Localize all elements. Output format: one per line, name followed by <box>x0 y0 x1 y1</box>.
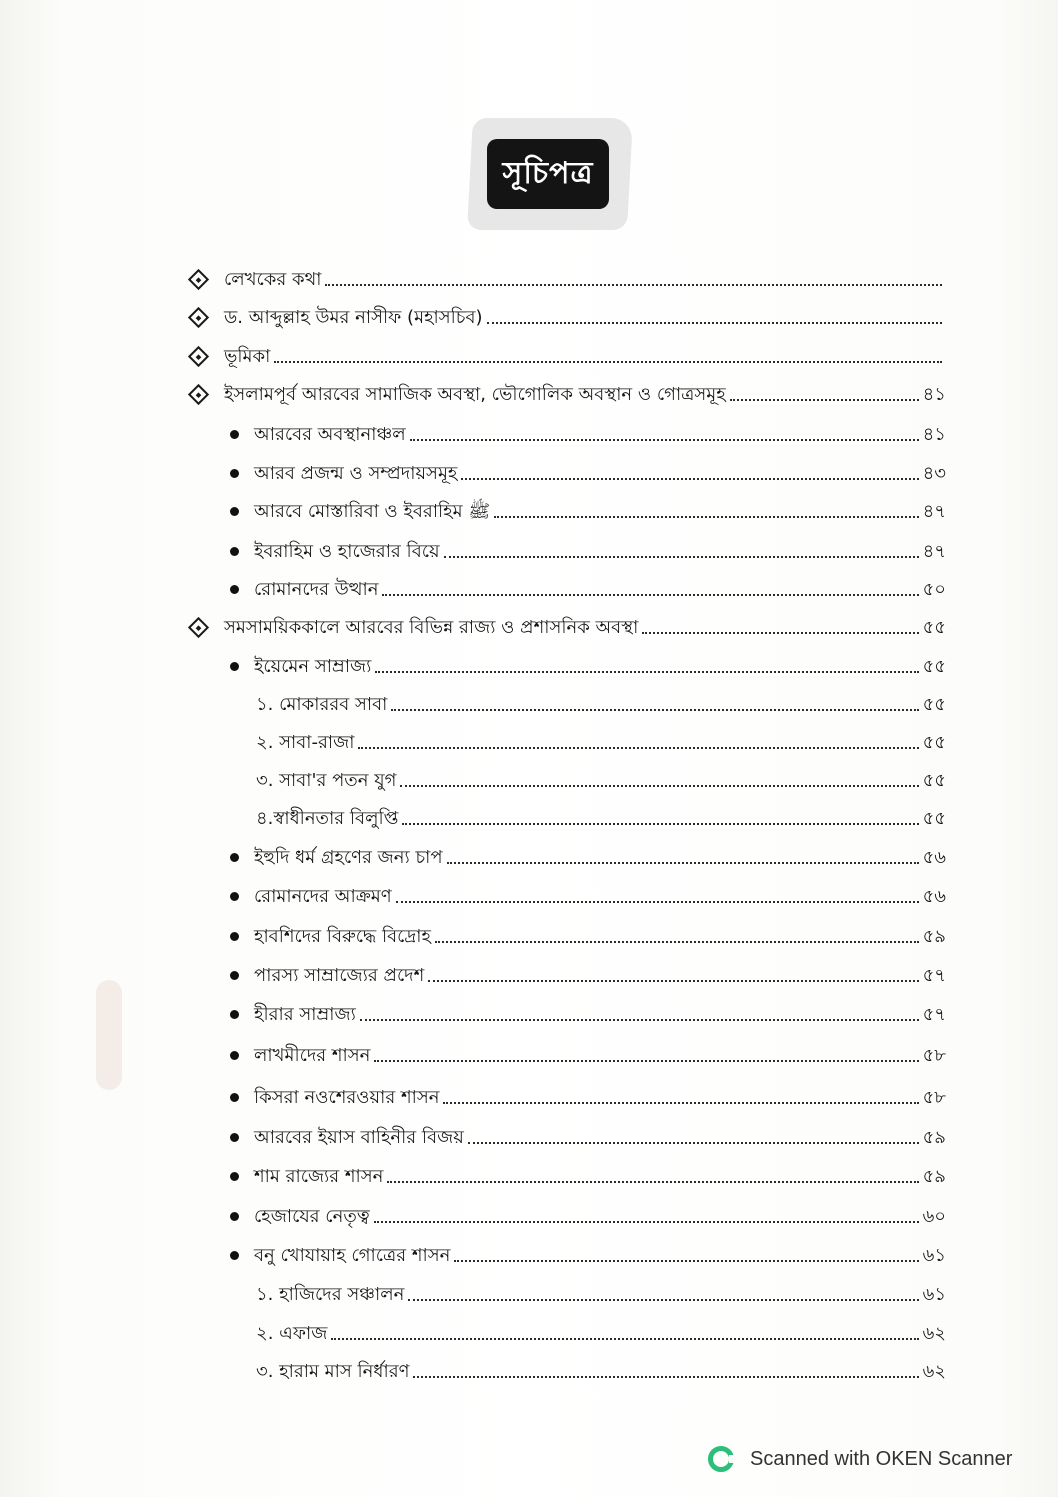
toc-entry-page: ৫৬ <box>922 886 946 907</box>
toc-entry-page: ৫৯ <box>922 926 946 947</box>
bullet-dot-icon <box>230 971 239 980</box>
scanner-text: Scanned with OKEN Scanner <box>750 1447 1013 1470</box>
toc-entry <box>254 882 946 908</box>
bullet-dot-icon <box>230 1051 239 1060</box>
bullet-dot-icon <box>230 469 239 478</box>
bullet-dot-icon <box>230 1251 239 1260</box>
toc-entry-page: ৫৫ <box>922 808 946 829</box>
toc-entry <box>224 613 946 639</box>
toc-entry <box>254 420 946 446</box>
toc-entry <box>224 265 946 291</box>
bullet-dot-icon <box>230 507 239 516</box>
dot-leader <box>642 631 918 634</box>
toc-entry-title: হীরার সাম্রাজ্য <box>254 1004 356 1025</box>
bullet-dot-icon <box>230 547 239 556</box>
toc-entry <box>254 652 946 678</box>
toc-entry-page: ৪১ <box>922 424 946 445</box>
diamond-bullet-icon <box>187 268 208 289</box>
toc-entry-title: রোমানদের আক্রমণ <box>254 886 392 907</box>
bullet-dot-icon <box>230 932 239 941</box>
toc-entry <box>254 537 946 563</box>
toc-entry <box>224 380 946 406</box>
toc-entry <box>254 459 946 485</box>
toc-entry-page: ৫৫ <box>922 732 946 753</box>
dot-leader <box>358 746 918 749</box>
diamond-bullet-icon <box>187 383 208 404</box>
bullet-dot-icon <box>230 585 239 594</box>
toc-entry <box>254 1241 946 1267</box>
toc-entry <box>256 690 946 716</box>
toc-entry <box>254 1123 946 1149</box>
toc-entry-page: ৫৮ <box>922 1045 946 1066</box>
dot-leader <box>374 1059 918 1062</box>
bullet-dot-icon <box>230 662 239 671</box>
toc-entry-page: ৪৭ <box>922 501 946 522</box>
toc-entry <box>254 1041 946 1067</box>
dot-leader <box>461 477 918 480</box>
dot-leader <box>468 1141 919 1144</box>
dot-leader <box>387 1180 918 1183</box>
bullet-dot-icon <box>230 1133 239 1142</box>
toc-entry-title: হাবশিদের বিরুদ্ধে বিদ্রোহ <box>254 926 431 947</box>
toc-entry-title: ২. সাবা-রাজা <box>256 732 355 753</box>
toc-entry <box>254 1162 946 1188</box>
bullet-dot-icon <box>230 1093 239 1102</box>
dot-leader <box>435 940 919 943</box>
toc-entry-page: ৬২ <box>922 1323 946 1344</box>
dot-leader <box>494 515 919 518</box>
bullet-dot-icon <box>230 1010 239 1019</box>
toc-entry-title: ৩. হারাম মাস নির্ধারণ <box>256 1361 410 1382</box>
toc-entry-title: শাম রাজ্যের শাসন <box>254 1166 384 1187</box>
diamond-bullet-icon <box>187 345 208 366</box>
page-title: সূচিপত্র <box>502 155 594 191</box>
toc-entry <box>254 1083 946 1109</box>
toc-entry-page: ৫৬ <box>922 847 946 868</box>
toc-entry <box>256 1319 946 1345</box>
toc-entry-page: ৬১ <box>922 1284 946 1305</box>
dot-leader <box>408 1298 918 1301</box>
toc-entry-title: ইয়েমেন সাম্রাজ্য <box>254 656 372 677</box>
toc-entry <box>256 804 946 830</box>
toc-entry <box>256 766 946 792</box>
toc-entry-page: ৫৭ <box>922 1004 946 1025</box>
dot-leader <box>325 283 942 286</box>
toc-entry-page: ৫৯ <box>922 1127 946 1148</box>
diamond-bullet-icon <box>187 306 208 327</box>
dot-leader <box>402 822 918 825</box>
toc-entry-page: ৫৫ <box>922 770 946 791</box>
toc-entry-title: পারস্য সাম্রাজ্যের প্রদেশ <box>254 965 425 986</box>
toc-entry-title: ২. এফাজ <box>256 1323 328 1344</box>
bullet-dot-icon <box>230 430 239 439</box>
dot-leader <box>454 1259 918 1262</box>
toc-entry <box>254 922 946 948</box>
dot-leader <box>331 1337 918 1340</box>
scanner-watermark <box>708 1446 1012 1472</box>
diamond-bullet-icon <box>187 616 208 637</box>
dot-leader <box>396 900 919 903</box>
dot-leader <box>274 360 942 363</box>
dot-leader <box>487 321 942 324</box>
dot-leader <box>730 398 919 401</box>
toc-entry <box>224 303 946 329</box>
toc-entry-page: ৬১ <box>922 1245 946 1266</box>
dot-leader <box>410 438 919 441</box>
toc-entry-title: ড. আব্দুল্লাহ উমর নাসীফ (মহাসচিব) <box>224 307 483 328</box>
bullet-dot-icon <box>230 892 239 901</box>
toc-entry-title: আরবের অবস্থানাঞ্চল <box>254 424 406 445</box>
toc-entry-title: হেজাযের নেতৃত্ব <box>254 1206 370 1227</box>
toc-entry-title: আরবে মোস্তারিবা ও ইবরাহিম ﷺ <box>254 501 491 522</box>
toc-entry-page: ৪৩ <box>922 463 946 484</box>
toc-entry-page: ৫৮ <box>922 1087 946 1108</box>
toc-entry-title: ১. মোকাররব সাবা <box>256 694 388 715</box>
toc-entry-page: ৪৭ <box>922 541 946 562</box>
toc-entry <box>256 1280 946 1306</box>
toc-entry-title: ভূমিকা <box>224 346 271 367</box>
toc-entry-title: ইবরাহিম ও হাজেরার বিয়ে <box>254 541 440 562</box>
toc-entry-title: সমসাময়িককালে আরবের বিভিন্ন রাজ্য ও প্রশাসনিক অবস্থা <box>224 617 639 638</box>
toc-entry-title: ৩. সাবা'র পতন যুগ <box>256 770 397 791</box>
toc-entry-title: ইসলামপূর্ব আরবের সামাজিক অবস্থা, ভৌগোলিক অবস্থান ও গোত্রসমূহ <box>224 384 726 405</box>
toc-entry-page: ৫৯ <box>922 1166 946 1187</box>
toc-entry <box>254 1202 946 1228</box>
dot-leader <box>391 708 918 711</box>
dot-leader <box>400 784 918 787</box>
toc-entry <box>254 575 946 601</box>
toc-entry-title: আরবের ইয়াস বাহিনীর বিজয় <box>254 1127 464 1148</box>
toc-entry-page: ৬০ <box>922 1206 946 1227</box>
dot-leader <box>375 670 918 673</box>
toc-entry <box>254 843 946 869</box>
toc-entry <box>256 728 946 754</box>
toc-entry-title: ইহুদি ধর্ম গ্রহণের জন্য চাপ <box>254 847 443 868</box>
toc-entry <box>254 1000 946 1026</box>
bullet-dot-icon <box>230 1172 239 1181</box>
toc-entry <box>254 961 946 987</box>
dot-leader <box>382 593 918 596</box>
toc-entry-page: ৫৫ <box>922 656 946 677</box>
toc-entry-page: ৫৫ <box>922 617 946 638</box>
bullet-dot-icon <box>230 1212 239 1221</box>
toc-entry <box>256 1357 946 1383</box>
dot-leader <box>428 979 918 982</box>
dot-leader <box>374 1220 919 1223</box>
toc-entry-title: আরব প্রজন্ম ও সম্প্রদায়সমূহ <box>254 463 458 484</box>
toc-entry-title: বনু খোযায়াহ গোত্রের শাসন <box>254 1245 451 1266</box>
toc-entry-title: রোমানদের উত্থান <box>254 579 379 600</box>
toc-entry-title: ৪.স্বাধীনতার বিলুপ্তি <box>256 808 399 829</box>
toc-entry-title: কিসরা নওশেরওয়ার শাসন <box>254 1087 440 1108</box>
toc-entry-title: লাখমীদের শাসন <box>254 1045 371 1066</box>
toc-entry-page: ৬২ <box>922 1361 946 1382</box>
toc-entry-page: ৫৭ <box>922 965 946 986</box>
toc-entry <box>254 497 946 523</box>
toc-entry-title: ১. হাজিদের সঞ্চালন <box>256 1284 405 1305</box>
dot-leader <box>447 861 919 864</box>
toc-entry-title: লেখকের কথা <box>224 269 322 290</box>
bullet-dot-icon <box>230 853 239 862</box>
toc-entry-page: ৪১ <box>922 384 946 405</box>
dot-leader <box>413 1375 918 1378</box>
toc-entry <box>224 342 946 368</box>
dot-leader <box>360 1018 919 1021</box>
toc-entry-page: ৫৫ <box>922 694 946 715</box>
scanner-logo-icon <box>708 1446 734 1472</box>
dot-leader <box>444 555 919 558</box>
toc-entry-page: ৫০ <box>922 579 946 600</box>
dot-leader <box>443 1101 918 1104</box>
